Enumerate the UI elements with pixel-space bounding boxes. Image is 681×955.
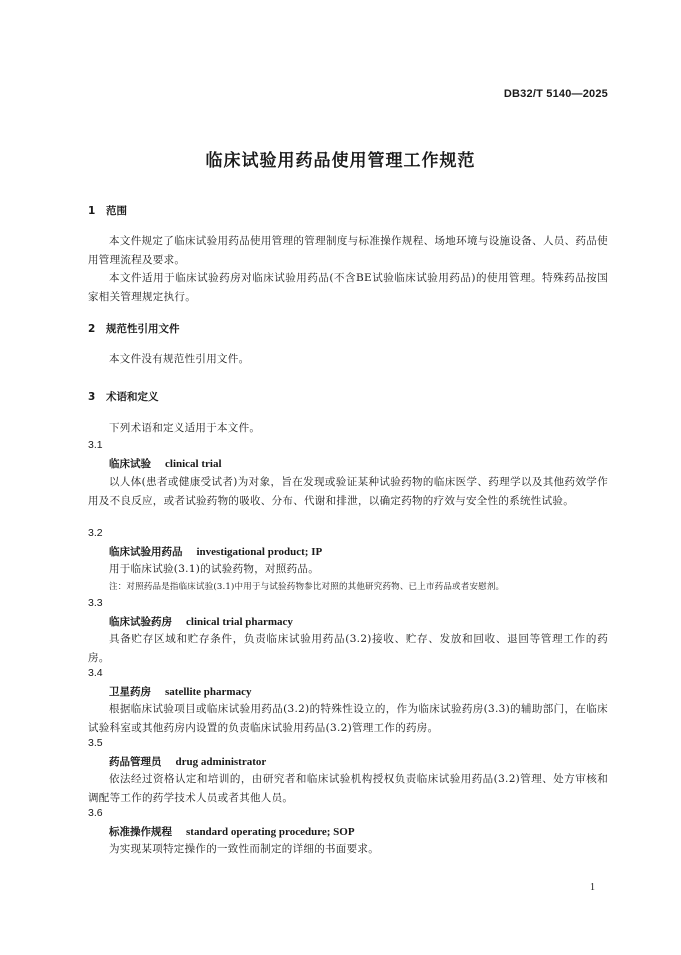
term-number: 3.1 xyxy=(88,439,103,451)
term-zh: 标准操作规程 xyxy=(109,826,172,838)
term-heading xyxy=(109,824,355,839)
term-number: 3.2 xyxy=(88,527,103,539)
term-heading xyxy=(109,456,222,471)
section-number: 2 xyxy=(88,323,96,335)
term-heading xyxy=(109,684,251,699)
term-number: 3.5 xyxy=(88,737,103,749)
section-number: 3 xyxy=(88,391,96,403)
page-number: 1 xyxy=(590,882,595,893)
term-definition: 根据临床试验项目或临床试验用药品(3.2)的特殊性设立的，作为临床试验药房(3.3)的辅助部门，在临床试验科室或其他药房内设置的负责临床试验用药品(3.2)管理工作的药房。 xyxy=(88,703,608,734)
term-zh: 卫星药房 xyxy=(109,686,151,698)
term-en: satellite pharmacy xyxy=(165,686,252,698)
paragraph: 本文件规定了临床试验用药品使用管理的管理制度与标准操作规程、场地环境与设施设备、人员、药品使用管理流程及要求。 xyxy=(88,235,608,266)
term-definition: 以人体(患者或健康受试者)为对象，旨在发现或验证某种试验药物的临床医学、药理学以及其他药效学作用及不良反应，或者试验药物的吸收、分布、代谢和排泄，以确定药物的疗效与安全性的系统性试验。 xyxy=(88,476,608,507)
term-heading xyxy=(109,544,322,559)
section-heading-normative-references xyxy=(88,321,180,336)
term-zh: 临床试验 xyxy=(109,458,151,470)
term-en: clinical trial xyxy=(165,458,222,470)
section-number: 1 xyxy=(88,205,96,217)
section-heading-terms xyxy=(88,389,159,404)
section-title: 术语和定义 xyxy=(106,391,159,403)
term-number: 3.4 xyxy=(88,667,103,679)
term-en: investigational product; IP xyxy=(196,546,323,558)
paragraph: 下列术语和定义适用于本文件。 xyxy=(109,422,261,434)
term-definition: 用于临床试验(3.1)的试验药物，对照药品。 xyxy=(109,563,319,575)
term-definition: 为实现某项特定操作的一致性而制定的详细的书面要求。 xyxy=(109,843,379,855)
section-title: 范围 xyxy=(106,205,127,217)
term-zh: 临床试验药房 xyxy=(109,616,172,628)
term-number: 3.3 xyxy=(88,597,103,609)
page-title: 临床试验用药品使用管理工作规范 xyxy=(205,151,476,171)
term-heading xyxy=(109,614,293,629)
standard-code: DB32/T 5140—2025 xyxy=(503,88,608,100)
section-title: 规范性引用文件 xyxy=(106,323,180,335)
section-heading-scope xyxy=(88,203,127,218)
term-zh: 药品管理员 xyxy=(109,756,162,768)
term-note: 注：对照药品是指临床试验(3.1)中用于与试验药物参比对照的其他研究药物、已上市药品或者安慰剂。 xyxy=(109,582,505,592)
term-en: drug administrator xyxy=(175,756,267,768)
term-en: standard operating procedure; SOP xyxy=(186,826,355,838)
term-number: 3.6 xyxy=(88,807,103,819)
term-en: clinical trial pharmacy xyxy=(186,616,293,628)
term-heading xyxy=(109,754,266,769)
paragraph: 本文件没有规范性引用文件。 xyxy=(109,353,250,365)
term-definition: 具备贮存区域和贮存条件，负责临床试验用药品(3.2)接收、贮存、发放和回收、退回等管理工作的药房。 xyxy=(88,633,608,664)
paragraph: 本文件适用于临床试验药房对临床试验用药品(不含BE试验临床试验用药品)的使用管理。特殊药品按国家相关管理规定执行。 xyxy=(88,272,608,303)
term-definition: 依法经过资格认定和培训的，由研究者和临床试验机构授权负责临床试验用药品(3.2)管理、处方审核和调配等工作的药学技术人员或者其他人员。 xyxy=(88,773,608,804)
term-zh: 临床试验用药品 xyxy=(109,546,183,558)
